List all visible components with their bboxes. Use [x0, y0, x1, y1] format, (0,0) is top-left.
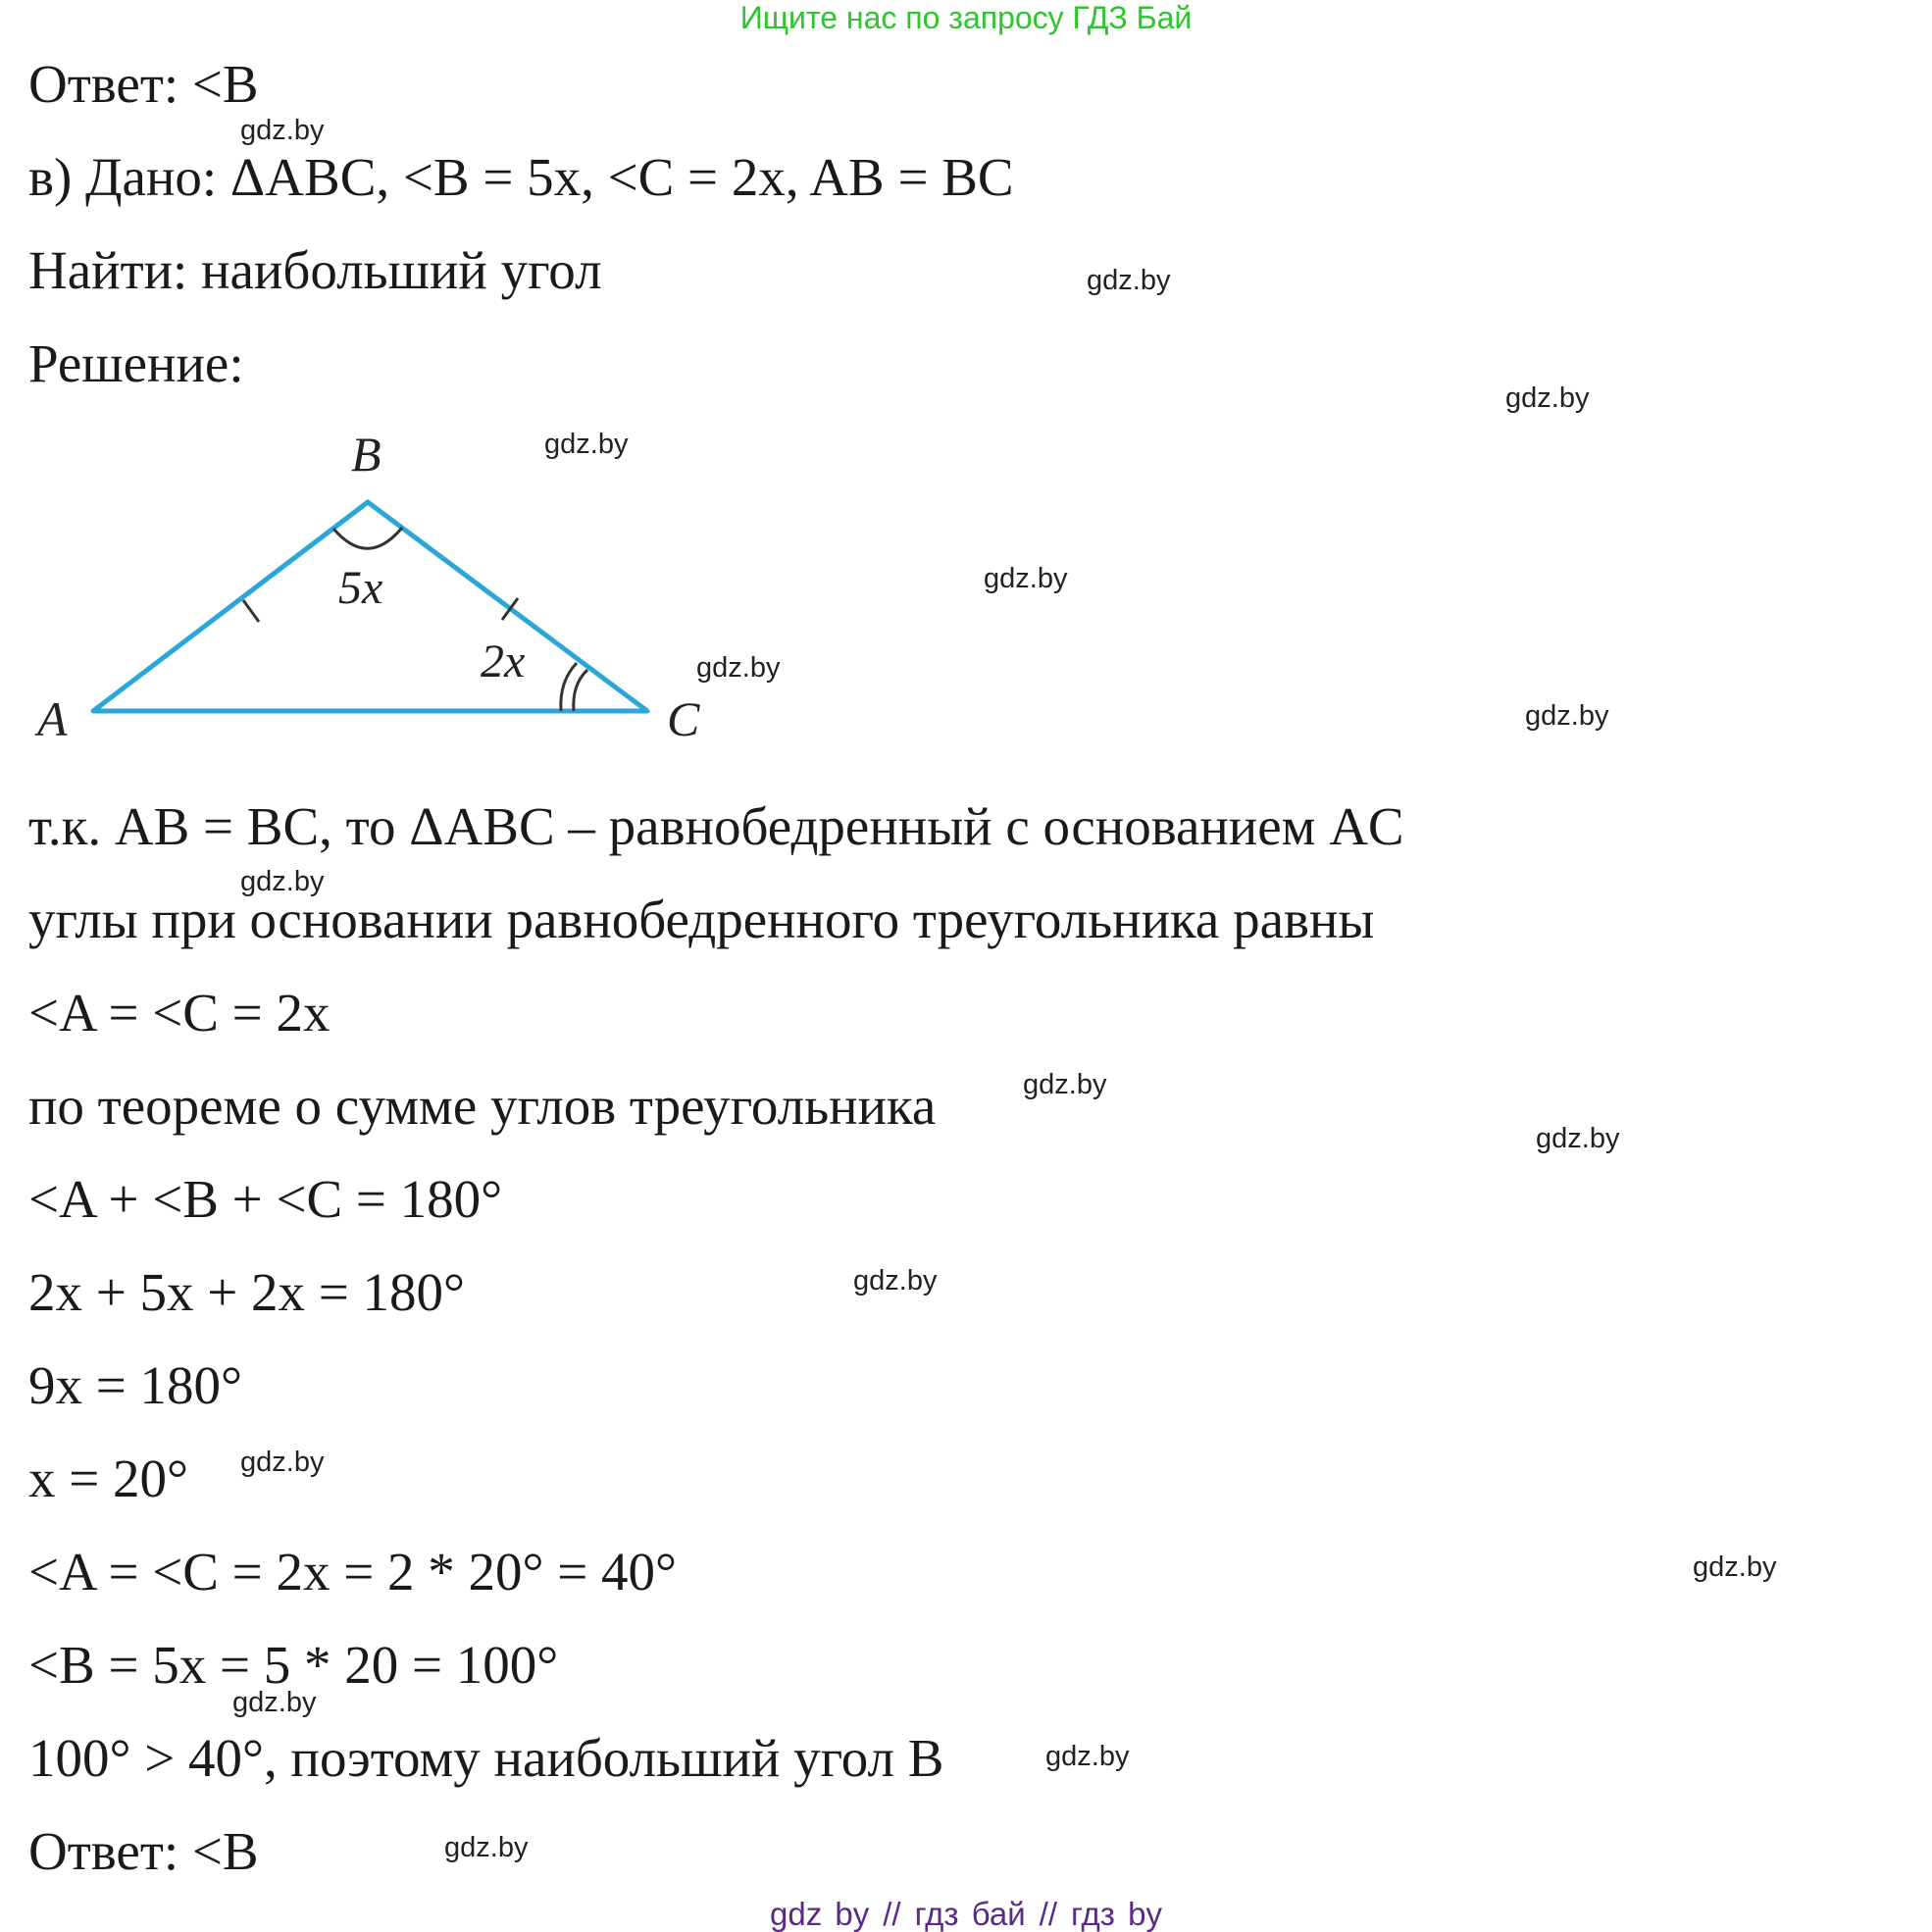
watermark: gdz.by — [696, 652, 781, 684]
comparison-line: 100° > 40°, поэтому наибольший угол B — [28, 1728, 944, 1788]
angles-a-c-value: <A = <C = 2x = 2 * 20° = 40° — [28, 1542, 677, 1602]
watermark: gdz.by — [1087, 265, 1171, 296]
triangle-figure — [20, 432, 804, 755]
watermark: gdz.by — [240, 866, 325, 897]
footer-separator: // — [883, 1896, 901, 1932]
watermark: gdz.by — [984, 563, 1068, 594]
vertex-label-b: B — [351, 432, 381, 482]
isosceles-statement: т.к. AB = BC, то ΔABC – равнобедренный с основанием AC — [28, 796, 1404, 856]
watermark: gdz.by — [1045, 1741, 1130, 1772]
watermark: gdz.by — [444, 1832, 529, 1863]
combined-equation: 9x = 180° — [28, 1355, 243, 1415]
angle-sum-equation: <A + <B + <C = 180° — [28, 1169, 503, 1229]
base-angles-statement: углы при основании равнобедренного треугольника равны — [28, 890, 1375, 949]
answer-line-top: Ответ: <B — [28, 54, 259, 114]
find-line: Найти: наибольший угол — [28, 240, 602, 300]
footer-link-gdz-by[interactable]: gdz by — [770, 1896, 870, 1932]
angle-label-c: 2x — [481, 636, 526, 687]
footer-links — [0, 1897, 1932, 1932]
watermark: gdz.by — [1525, 700, 1609, 732]
given-line: в) Дано: ΔABC, <B = 5x, <C = 2x, AB = BC — [28, 147, 1014, 207]
watermark: gdz.by — [240, 1447, 325, 1478]
angle-sum-theorem: по теореме о сумме углов треугольника — [28, 1076, 937, 1136]
tick-ab — [243, 600, 259, 622]
vertex-label-a: A — [37, 691, 68, 746]
search-banner[interactable]: Ищите нас по запросу ГДЗ Бай — [739, 0, 1193, 35]
watermark: gdz.by — [240, 115, 325, 146]
watermark: gdz.by — [1693, 1551, 1777, 1583]
watermark: gdz.by — [1536, 1123, 1620, 1154]
solution-heading: Решение: — [28, 333, 244, 393]
angle-label-b: 5x — [338, 562, 383, 614]
vertex-label-c: C — [667, 691, 700, 746]
footer-link-gdz-by-cyr[interactable]: гдз by — [1071, 1896, 1162, 1932]
base-angles-equation: <A = <C = 2x — [28, 983, 330, 1042]
x-value: x = 20° — [28, 1449, 189, 1508]
substitution-equation: 2x + 5x + 2x = 180° — [28, 1262, 466, 1322]
footer-link-gdz-bai[interactable]: гдз бай — [914, 1896, 1026, 1932]
watermark: gdz.by — [1505, 382, 1590, 414]
angle-b-value: <B = 5x = 5 * 20 = 100° — [28, 1635, 559, 1695]
footer-separator: // — [1039, 1896, 1057, 1932]
watermark: gdz.by — [1023, 1069, 1107, 1100]
answer-line-bottom: Ответ: <B — [28, 1821, 259, 1881]
watermark: gdz.by — [853, 1265, 938, 1296]
angle-arc-c-2 — [574, 670, 587, 711]
angle-arc-b — [333, 528, 402, 548]
watermark: gdz.by — [544, 429, 629, 460]
watermark: gdz.by — [232, 1687, 317, 1718]
